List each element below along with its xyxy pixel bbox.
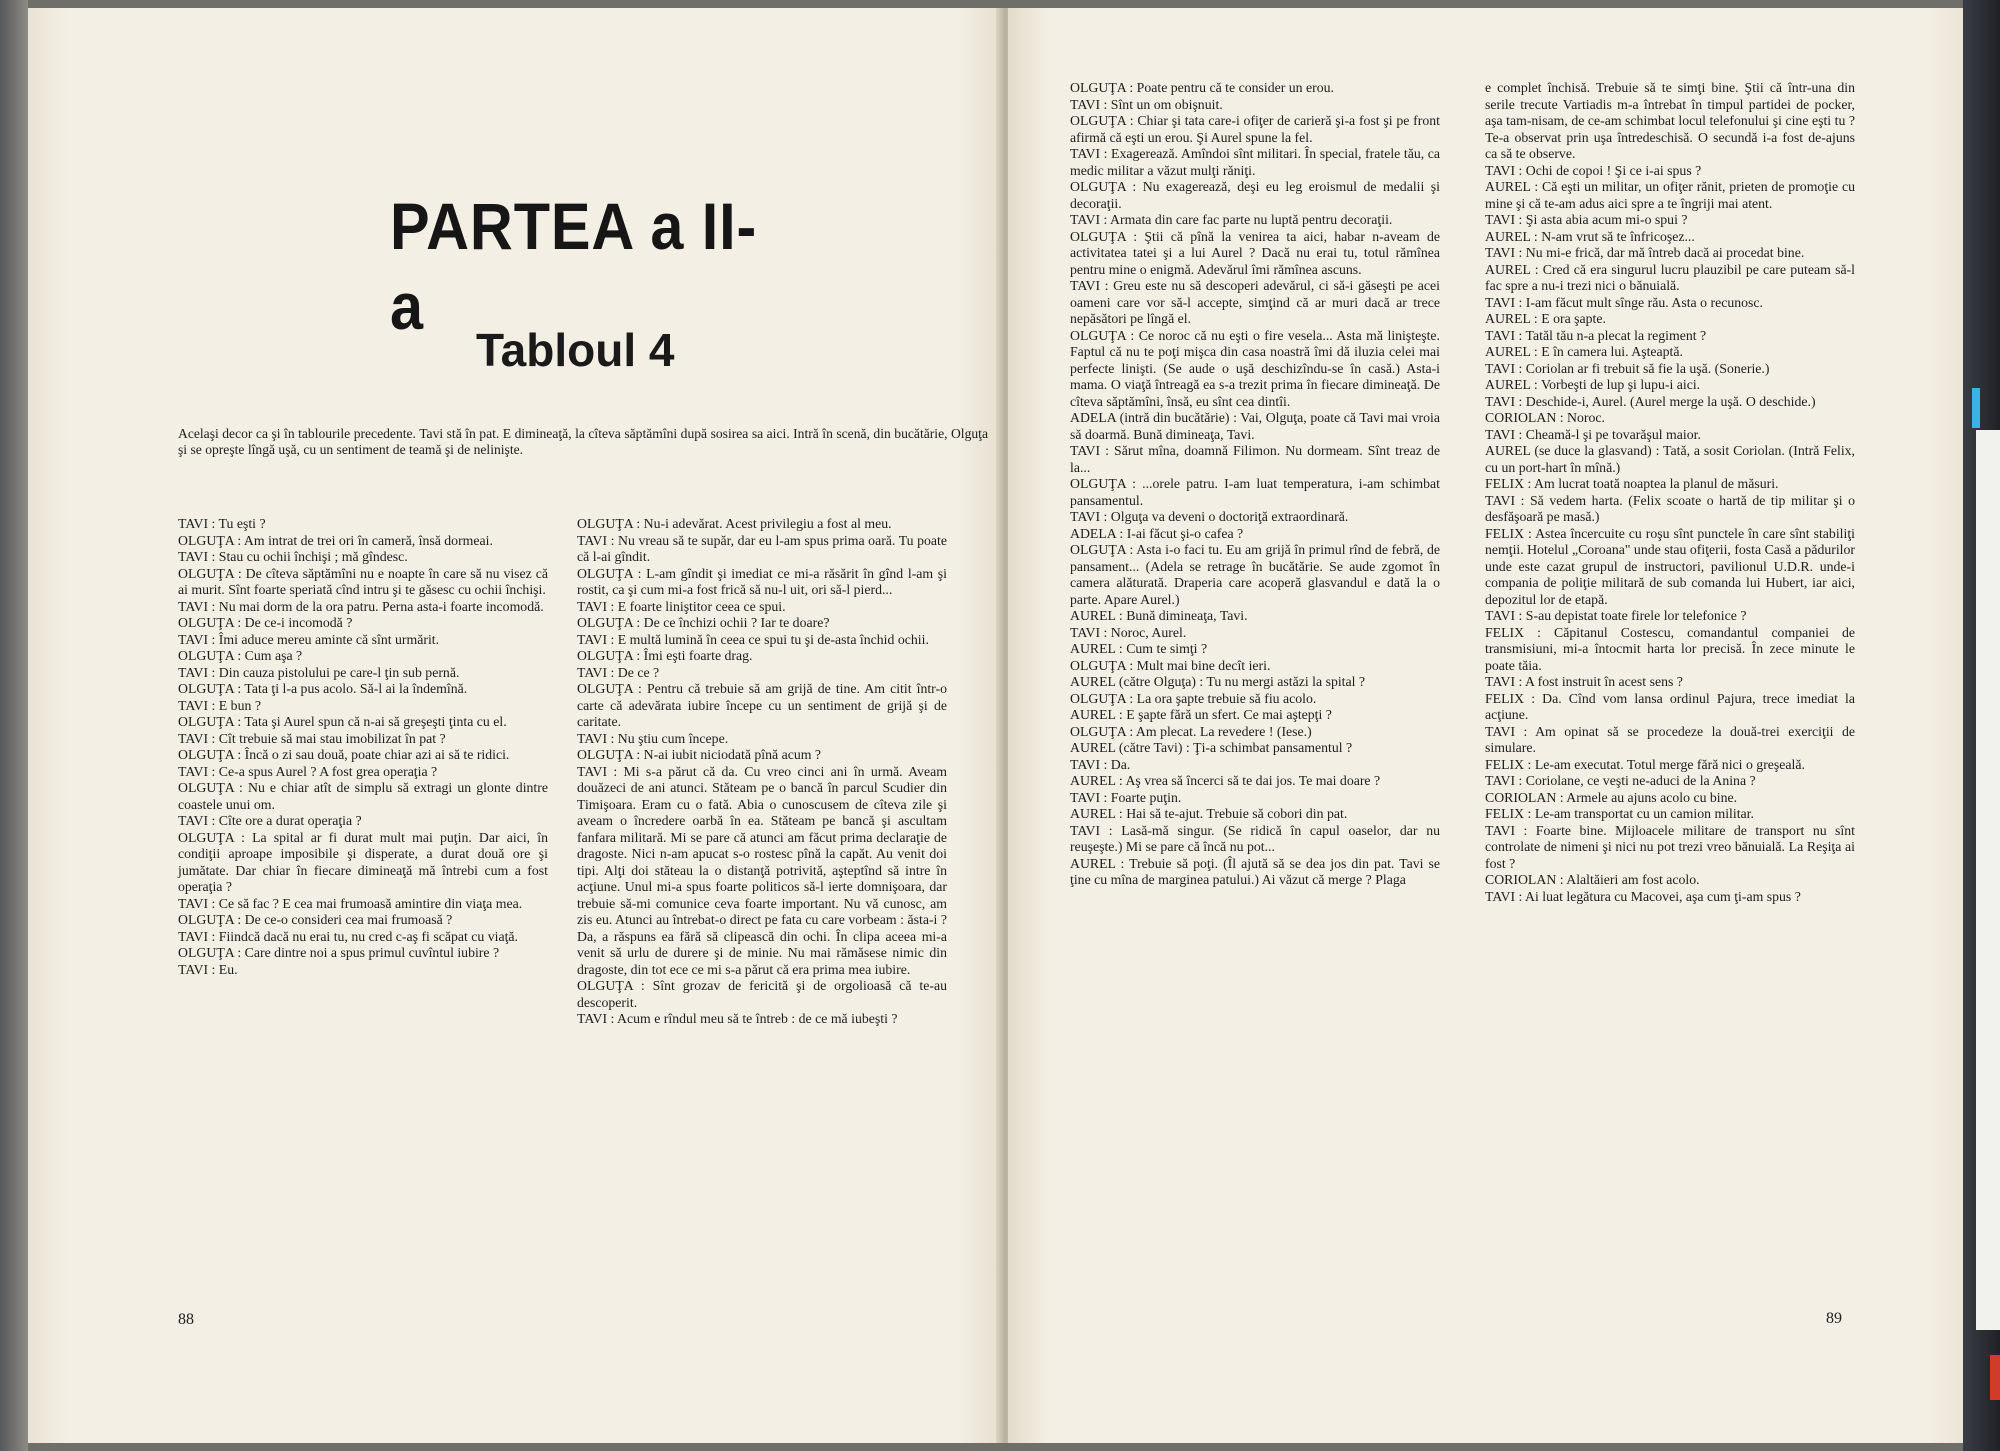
- dialogue-line: OLGUŢA : Tata ţi l-a pus acolo. Să-l ai la îndemînă.: [178, 681, 468, 696]
- scene-heading: Tabloul 4: [476, 324, 675, 376]
- dialogue-line: OLGUŢA : Tata şi Aurel spun că n-ai să greşeşti ţinta cu el.: [178, 714, 507, 729]
- page-number-left: 88: [178, 1311, 194, 1328]
- dialogue-line: TAVI : Stau cu ochii închişi ; mă gîndesc.: [178, 549, 408, 564]
- dialogue-line: TAVI : Nu mai dorm de la ora patru. Perna asta-i foarte incomodă.: [178, 598, 544, 614]
- dialogue-line: TAVI : Mi s-a părut că da. Cu vreo cinci ani în urmă. Aveam douăzeci de ani atunci. Stăteam pe o bancă în parcul Scudier din Timişoara. Eram cu o fată. Abia o cunoscusem de cîteva zile şi aveam o încredere oarbă în ea. Stăteam pe bancă şi ascultam fanfara militară. Mi se pare că atunci am făcut prima declaraţie de dragoste. Nici n-am apucat s-o rostesc pînă la capăt. Au venit doi tipi. Alţi doi stăteau la o distanţă potrivită, aşteptînd să intre în acţiune. Unul mi-a spus foarte politicos să-l ierte domnişoara, dar trebuie să-mi comunice ceva foarte important. Nu vă cunosc, am zis eu. Atunci au întrebat-o direct pe fata cu care vorbeam : ăsta-i ? Da, a răspuns ea fără să clipească din ochi. În clipa aceea mi-a venit să urlu de durere şi de minie. Nu mai rămăsese nimic din dragoste, din tot ece ce mi s-a părut că era prima mea iubire.: [577, 763, 947, 977]
- dialogue-line: OLGUŢA : De ce-o consideri cea mai frumoasă ?: [178, 912, 453, 927]
- dialogue-line: ADELA (intră din bucătărie) : Vai, Olguţa, poate că Tavi mai vroia să doarmă. Bună dimineaţa, Tavi.: [1070, 410, 1440, 442]
- dialogue-line: AUREL : E şapte fără un sfert. Ce mai aştepţi ?: [1070, 707, 1332, 722]
- book-left-edge: [0, 0, 28, 1451]
- dialogue-line: AUREL : Trebuie să poţi. (Îl ajută să se dea jos din pat. Tavi se ţine cu mîna de marginea patului.) Ai văzut că merge ? Plaga: [1070, 855, 1440, 887]
- dialogue-line: OLGUŢA : Care dintre noi a spus primul cuvîntul iubire ?: [178, 945, 500, 960]
- dialogue-line: TAVI : Ce să fac ? E cea mai frumoasă amintire din viaţa mea.: [178, 895, 523, 911]
- dialogue-line: TAVI : Coriolan ar fi trebuit să fie la uşă. (Sonerie.): [1485, 360, 1770, 376]
- dialogue-line: OLGUŢA : De cîteva săptămîni nu e noapte în care să nu visez că ai murit. Sînt foarte speriată cînd intru şi te găsesc cu ochii închişi.: [178, 565, 548, 597]
- dialogue-line: OLGUŢA : L-am gîndit şi imediat ce mi-a răsărit în gînd l-am şi rostit, ca şi cum mi-a fost frică să nu-l uit, ori să-l pierd...: [577, 565, 947, 597]
- dialogue-line: OLGUŢA : Poate pentru că te consider un erou.: [1070, 80, 1334, 95]
- dialogue-line: e complet închisă. Trebuie să te simţi bine. Ştii că într-una din serile trecute Vartiadis m-a întrebat în timpul partidei de pocker, aşa tam-nisam, de ce-am schimbat locul telefonului şi cine eşti tu ? Te-a observat prin uşa întredeschisă. O secundă i-a fost de-ajuns ca să te observe.: [1485, 80, 1855, 161]
- dialogue-line: OLGUŢA : De ce închizi ochii ? Iar te doare?: [577, 615, 830, 630]
- dialogue-line: OLGUŢA : N-ai iubit niciodată pînă acum ?: [577, 747, 822, 762]
- dialogue-line: OLGUŢA : De ce-i incomodă ?: [178, 615, 353, 630]
- dialogue-line: TAVI : Din cauza pistolului pe care-l ţin sub pernă.: [178, 664, 460, 680]
- dialogue-line: FELIX : Căpitanul Costescu, comandantul companiei de transmisiuni, mi-a întocmit harta lor precisă. În zece minute le poate tăia.: [1485, 624, 1855, 673]
- dialogue-line: OLGUŢA : Încă o zi sau două, poate chiar azi ai să te ridici.: [178, 747, 510, 762]
- dialogue-line: FELIX : Le-am transportat cu un camion militar.: [1485, 806, 1754, 821]
- dialogue-line: OLGUŢA : Asta i-o faci tu. Eu am grijă în primul rînd de febră, de pansament... (Adela se retrage în bucătărie. Se aude zgomot în camera alăturată. Draperia care acoperă glasvandul e dată la o parte. Apare Aurel.): [1070, 542, 1440, 607]
- dialogue-line: TAVI : Noroc, Aurel.: [1070, 624, 1187, 640]
- dialogue-line: TAVI : Sărut mîna, doamnă Filimon. Nu dormeam. Sînt treaz de la...: [1070, 443, 1440, 475]
- dialogue-line: OLGUŢA : Ce noroc că nu eşti o fire vesela... Asta mă linişteşte. Faptul că nu te poţi mişca din casa noastră îmi dă iluzia celei mai perfecte linişti. (Se aude o uşă deschizîndu-se în casă.) Asta-i mama. O viaţă întreagă ea s-a trezit prima în fiecare dimineaţă. De cîteva săptămîni, însă, eu sînt cea dintîi.: [1070, 327, 1440, 409]
- dialogue-line: TAVI : Ce-a spus Aurel ? A fost grea operaţia ?: [178, 763, 438, 779]
- right-page-column-1: [1070, 80, 1440, 889]
- dialogue-line: AUREL : E în camera lui. Aşteaptă.: [1485, 344, 1683, 359]
- dialogue-line: FELIX : Le-am executat. Totul merge fără nici o greşeală.: [1485, 756, 1805, 772]
- dialogue-line: TAVI : Tatăl tău n-a plecat la regiment ?: [1485, 327, 1707, 343]
- dialogue-line: OLGUŢA : Am plecat. La revedere ! (Iese.): [1070, 723, 1312, 739]
- dialogue-line: TAVI : Să vedem harta. (Felix scoate o hartă de tip militar şi o desfăşoară pe masă.): [1485, 492, 1855, 524]
- dialogue-line: TAVI : Cheamă-l şi pe tovarăşul maior.: [1485, 426, 1701, 442]
- dialogue-line: AUREL : Aş vrea să încerci să te dai jos. Te mai doare ?: [1070, 773, 1381, 788]
- dialogue-line: TAVI : I-am făcut mult sînge rău. Asta o recunosc.: [1485, 294, 1763, 310]
- stage-direction: Acelaşi decor ca şi în tablourile precedente. Tavi stă în pat. E dimineaţă, la cîteva săptămîni după sosirea sa aici. Intră în scenă, din bucătărie, Olguţa şi se opreşte lîngă uşă, cu un sentiment de teamă şi de nelinişte.: [178, 426, 988, 457]
- dialogue-line: AUREL : Cred că era singurul lucru plauzibil pe care puteam să-l fac spre a nu-i trezi nici o bănuială.: [1485, 261, 1855, 293]
- adjacent-page-strip: [1976, 430, 2000, 1330]
- dialogue-line: OLGUŢA : Îmi eşti foarte drag.: [577, 648, 753, 663]
- dialogue-line: AUREL : Hai să te-ajut. Trebuie să cobori din pat.: [1070, 806, 1348, 821]
- dialogue-line: TAVI : Exagerează. Amîndoi sînt militari. În special, fratele tău, ca medic militar a văzut mulţi răniţi.: [1070, 146, 1440, 178]
- dialogue-line: TAVI : Coriolane, ce veşti ne-aduci de la Anina ?: [1485, 773, 1756, 788]
- dialogue-line: TAVI : Îmi aduce mereu aminte că sînt urmărit.: [178, 631, 440, 647]
- blue-edge-mark: [1972, 388, 1980, 428]
- dialogue-line: AUREL (către Tavi) : Ţi-a schimbat pansamentul ?: [1070, 740, 1353, 755]
- dialogue-line: TAVI : Foarte puţin.: [1070, 789, 1182, 805]
- dialogue-line: TAVI : Tu eşti ?: [178, 516, 266, 531]
- dialogue-line: CORIOLAN : Armele au ajuns acolo cu bine.: [1485, 789, 1738, 805]
- dialogue-line: TAVI : Nu mi-e frică, dar mă întreb dacă ai procedat bine.: [1485, 245, 1805, 260]
- dialogue-line: OLGUŢA : Nu e chiar atît de simplu să extragi un glonte dintre coastele unui om.: [178, 780, 548, 812]
- dialogue-line: TAVI : E foarte liniştitor ceea ce spui.: [577, 598, 786, 614]
- dialogue-line: TAVI : Foarte bine. Mijloacele militare de transport nu sînt controlate de nimeni şi nici nu pot trezi vreo bănuială. La Reşiţa ai fost ?: [1485, 822, 1855, 871]
- dialogue-line: OLGUŢA : Cum aşa ?: [178, 648, 303, 663]
- dialogue-line: TAVI : Nu ştiu cum începe.: [577, 730, 729, 746]
- dialogue-line: FELIX : Am lucrat toată noaptea la planul de măsuri.: [1485, 476, 1779, 491]
- dialogue-line: OLGUŢA : Nu-i adevărat. Acest privilegiu a fost al meu.: [577, 516, 892, 531]
- dialogue-line: OLGUŢA : Mult mai bine decît ieri.: [1070, 657, 1271, 673]
- red-edge-mark: [1990, 1355, 2000, 1400]
- dialogue-line: AUREL : N-am vrut să te înfricoşez...: [1485, 228, 1695, 244]
- dialogue-line: ADELA : I-ai făcut şi-o cafea ?: [1070, 525, 1244, 541]
- dialogue-line: OLGUŢA : Sînt grozav de fericită şi de orgolioasă că te-au descoperit.: [577, 978, 947, 1010]
- dialogue-line: TAVI : Nu vreau să te supăr, dar eu l-am spus prima oară. Tu poate că l-ai gîndit.: [577, 532, 947, 564]
- dialogue-line: OLGUŢA : Ştii că pînă la venirea ta aici, habar n-aveam de activitatea tatei şi a lui Aurel ? Dacă nu erai tu, totul rămînea pentru mine o enigmă. Adevărul îmi rămînea ascuns.: [1070, 228, 1440, 277]
- dialogue-line: TAVI : Acum e rîndul meu să te întreb : de ce mă iubeşti ?: [577, 1011, 898, 1026]
- dialogue-line: TAVI : Ai luat legătura cu Macovei, aşa cum ţi-am spus ?: [1485, 888, 1801, 904]
- right-page: [1008, 8, 1963, 1443]
- dialogue-line: TAVI : Am opinat să se procedeze la două-trei exerciţii de simulare.: [1485, 723, 1855, 755]
- dialogue-line: OLGUŢA : ...orele patru. I-am luat temperatura, i-am schimbat pansamentul.: [1070, 476, 1440, 508]
- dialogue-line: TAVI : Cîte ore a durat operaţia ?: [178, 813, 362, 828]
- dialogue-line: TAVI : Greu este nu să descoperi adevărul, ci să-i găseşti pe acei oameni care vor să-l accepte, simţind că ar muri dacă ar trece nepăsători pe lîngă el.: [1070, 278, 1440, 326]
- dialogue-line: TAVI : Şi asta abia acum mi-o spui ?: [1485, 212, 1688, 227]
- dialogue-line: AUREL (către Olguţa) : Tu nu mergi astăzi la spital ?: [1070, 674, 1366, 689]
- dialogue-line: CORIOLAN : Alaltăieri am fost acolo.: [1485, 872, 1700, 887]
- dialogue-line: TAVI : Deschide-i, Aurel. (Aurel merge la uşă. O deschide.): [1485, 393, 1816, 409]
- dialogue-line: OLGUŢA : La spital ar fi durat mult mai puţin. Dar aici, în condiţii aproape imposibile şi disperate, a durat două ore şi jumătate. Dar chiar în fiecare dimineaţă mă întrebi cum a fost operaţia ?: [178, 829, 548, 894]
- dialogue-line: TAVI : De ce ?: [577, 664, 660, 680]
- dialogue-line: TAVI : Olguţa va deveni o doctoriţă extraordinară.: [1070, 509, 1349, 524]
- page-number-right: 89: [1826, 1310, 1842, 1327]
- dialogue-line: AUREL : Vorbeşti de lup şi lupu-i aici.: [1485, 377, 1701, 392]
- dialogue-line: AUREL : E ora şapte.: [1485, 311, 1606, 326]
- dialogue-line: TAVI : Lasă-mă singur. (Se ridică în capul oaselor, dar nu reuşeşte.) Mi se pare că încă nu pot...: [1070, 822, 1440, 854]
- dialogue-line: AUREL (se duce la glasvand) : Tată, a sosit Coriolan. (Intră Felix, cu un port-hart în mînă.): [1485, 443, 1855, 475]
- dialogue-line: FELIX : Astea încercuite cu roşu sînt punctele în care sînt stabiliţi nemţii. Hotelul „Coroana" unde stau ofiţerii, fosta Casă a pădurilor unde este cazat grupul de instructori, pavilionul U.D.R. unde-i compania de poliţie militară de sub comanda lui Hubert, iar aici, depozitul lor de etapă.: [1485, 525, 1855, 607]
- dialogue-line: TAVI : A fost instruit în acest sens ?: [1485, 674, 1683, 689]
- part-heading: PARTEA a II-a: [390, 189, 758, 343]
- dialogue-line: OLGUŢA : Nu exagerează, deşi eu leg eroismul de medalii şi decoraţii.: [1070, 179, 1440, 211]
- dialogue-line: OLGUŢA : Pentru că trebuie să am grijă de tine. Am citit într-o carte că adevărata iubire începe cu un sentiment de grijă şi de caritate.: [577, 681, 947, 729]
- dialogue-line: OLGUŢA : Chiar şi tata care-i ofiţer de carieră şi-a fost şi pe front afirmă că eşti un erou. Şi Aurel spune la fel.: [1070, 113, 1440, 145]
- dialogue-line: TAVI : Sînt un om obişnuit.: [1070, 96, 1223, 112]
- left-page-column-2: [577, 516, 947, 1028]
- dialogue-line: TAVI : Armata din care fac parte nu luptă pentru decoraţii.: [1070, 212, 1393, 227]
- dialogue-line: TAVI : Ochi de copoi ! Şi ce i-ai spus ?: [1485, 162, 1702, 178]
- dialogue-line: TAVI : Eu.: [178, 961, 238, 977]
- dialogue-line: TAVI : S-au depistat toate firele lor telefonice ?: [1485, 608, 1747, 623]
- dialogue-line: FELIX : Da. Cînd vom lansa ordinul Pajura, trece imediat la acţiune.: [1485, 690, 1855, 722]
- dialogue-line: AUREL : Că eşti un militar, un ofiţer rănit, prieten de promoţie cu mine şi că te-am adus aici spre a te îngriji mai atent.: [1485, 179, 1855, 211]
- dialogue-line: AUREL : Cum te simţi ?: [1070, 641, 1208, 656]
- dialogue-line: AUREL : Bună dimineaţa, Tavi.: [1070, 608, 1248, 623]
- left-page: [28, 8, 1006, 1443]
- dialogue-line: TAVI : E bun ?: [178, 697, 261, 713]
- dialogue-line: CORIOLAN : Noroc.: [1485, 410, 1605, 425]
- dialogue-line: TAVI : Fiindcă dacă nu erai tu, nu cred c-aş fi scăpat cu viaţă.: [178, 928, 518, 944]
- dialogue-line: TAVI : Cît trebuie să mai stau imobilizat în pat ?: [178, 730, 446, 746]
- dialogue-line: OLGUŢA : La ora şapte trebuie să fiu acolo.: [1070, 690, 1317, 706]
- dialogue-line: OLGUŢA : Am intrat de trei ori în cameră, însă dormeai.: [178, 532, 493, 548]
- dialogue-line: TAVI : Da.: [1070, 756, 1131, 772]
- left-page-column-1: [178, 516, 548, 978]
- dialogue-line: TAVI : E multă lumină în ceea ce spui tu şi de-asta închid ochii.: [577, 631, 929, 647]
- right-page-column-2: [1485, 80, 1855, 905]
